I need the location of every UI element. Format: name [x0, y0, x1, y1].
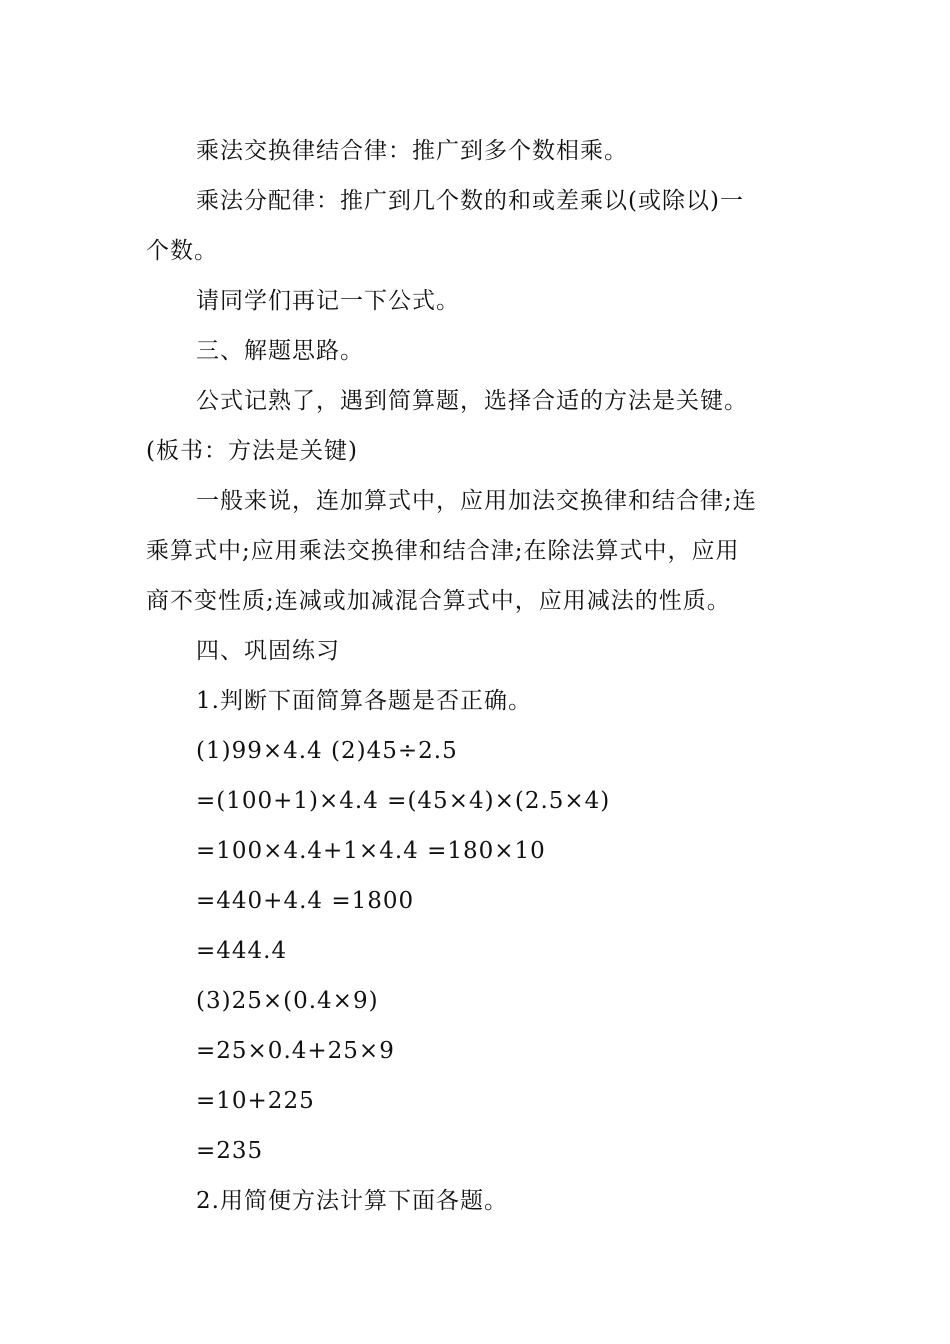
- exercise-1-step-1: =(100+1)×4.4 =(45×4)×(2.5×4): [196, 788, 611, 814]
- exercise-1-prompt: 1.判断下面简算各题是否正确。: [196, 688, 532, 714]
- exercise-2-prompt: 2.用简便方法计算下面各题。: [196, 1188, 508, 1214]
- paragraph-review-formulas: 请同学们再记一下公式。: [196, 288, 460, 314]
- exercise-1-problem-3: (3)25×(0.4×9): [196, 988, 379, 1014]
- paragraph-method-key-line-2: (板书：方法是关键): [146, 438, 358, 464]
- exercise-1-problem-3-step-1: =25×0.4+25×9: [196, 1038, 395, 1064]
- exercise-1-step-4: =444.4: [196, 938, 288, 964]
- exercise-1-step-2: =100×4.4+1×4.4 =180×10: [196, 838, 546, 864]
- paragraph-multiplication-commutative-associative: 乘法交换律结合律：推广到多个数相乘。: [196, 138, 628, 164]
- exercise-1-problems: (1)99×4.4 (2)45÷2.5: [196, 738, 458, 764]
- exercise-1-problem-3-step-2: =10+225: [196, 1088, 315, 1114]
- paragraph-general-rules-line-1: 一般来说，连加算式中，应用加法交换律和结合律;连: [196, 488, 757, 514]
- exercise-1-problem-3-step-3: =235: [196, 1138, 264, 1164]
- section-heading-3: 三、解题思路。: [196, 338, 364, 364]
- section-heading-4: 四、巩固练习: [196, 638, 340, 664]
- paragraph-general-rules-line-2: 乘算式中;应用乘法交换律和结合津;在除法算式中，应用: [146, 538, 740, 564]
- exercise-1-step-3: =440+4.4 =1800: [196, 888, 415, 914]
- paragraph-distributive-law-line-1: 乘法分配律：推广到几个数的和或差乘以(或除以)一: [196, 188, 744, 214]
- paragraph-distributive-law-line-2: 个数。: [146, 238, 218, 264]
- paragraph-method-key-line-1: 公式记熟了，遇到简算题，选择合适的方法是关键。: [196, 388, 748, 414]
- paragraph-general-rules-line-3: 商不变性质;连减或加减混合算式中，应用减法的性质。: [146, 588, 731, 614]
